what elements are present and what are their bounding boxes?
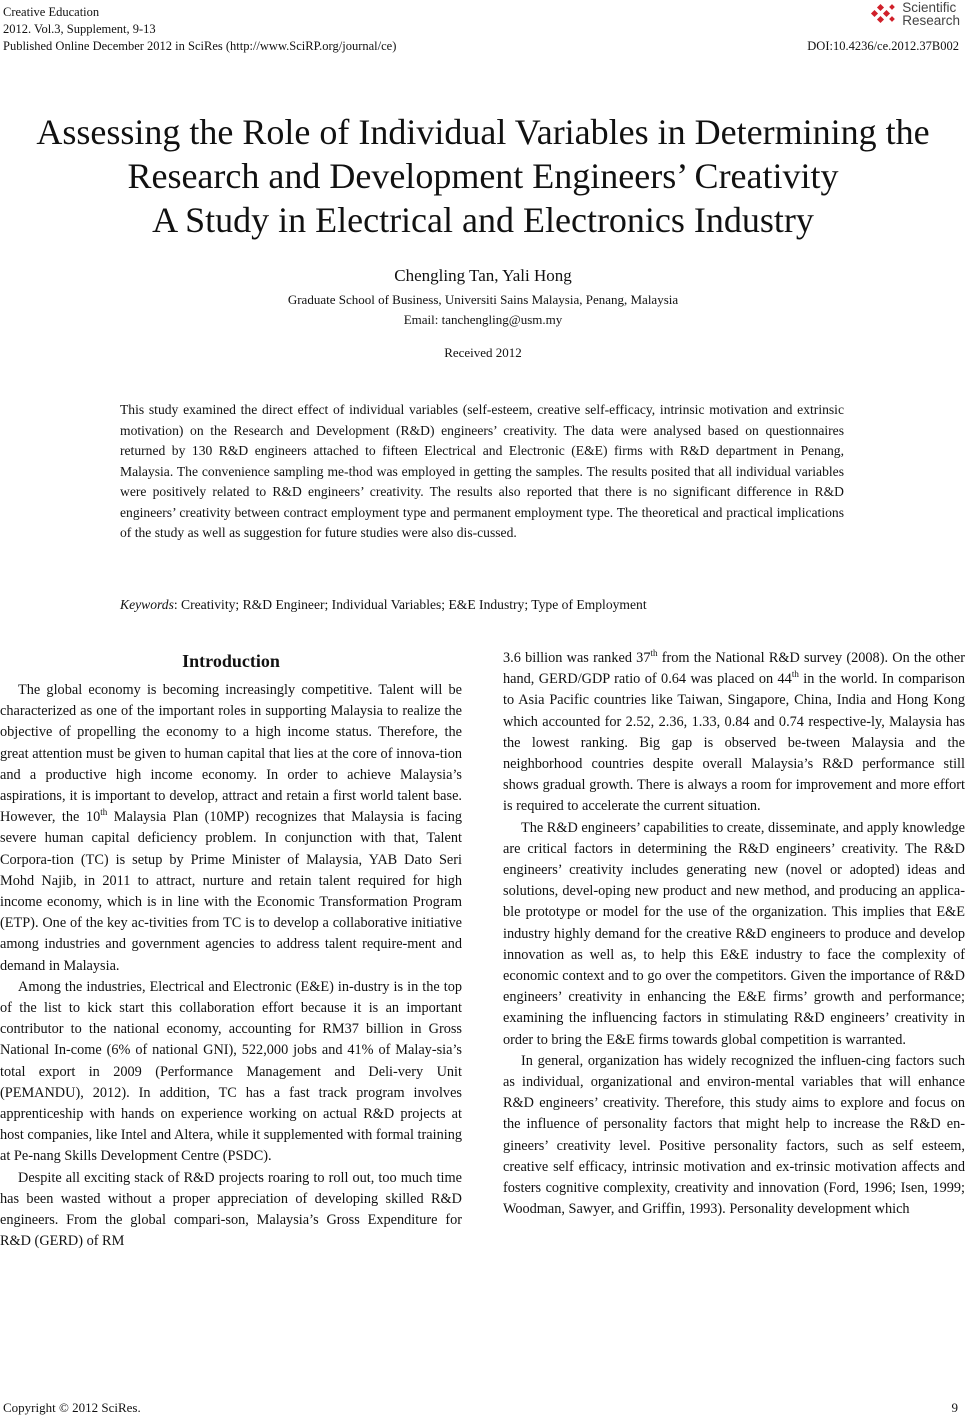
publisher-logo: [869, 1, 960, 27]
paragraph: 3.6 billion was ranked 37th from the National R&D survey (2008). On the other hand, GERD/GDP ratio of 0.64 was placed on 44th in the world. In comparison to Asia Pacific countries like Taiwan, Singapore, China, India and Hong Kong which accounted for 2.52, 2.36, 1.33, 0.84 and 0.74 respective-ly, Malaysia has the lowest ranking. Big gap is observed be-tween Malaysia and the neighborhood countries despite overall Malaysia’s R&D performance still shows gradual growth. There is always a room for improvement and more effort is required to accelerate the current situation.: [503, 648, 965, 815]
section-heading-introduction: Introduction: [182, 651, 280, 671]
authors: Chengling Tan, Yali Hong: [394, 266, 572, 285]
journal-name: Creative Education: [3, 5, 100, 19]
journal-header: [3, 4, 396, 55]
affiliation-block: [0, 290, 966, 330]
journal-volume: 2012. Vol.3, Supplement, 9-13: [3, 22, 156, 36]
keywords-label: Keywords: [120, 597, 174, 612]
left-column: [0, 648, 462, 1252]
paper-title: Assessing the Role of Individual Variables in Determining the Research and Development Engineers’ Creativity A Study in Electrical and Electronics Industry: [36, 112, 930, 240]
abstract: This study examined the direct effect of individual variables (self-esteem, creative self-efficacy, intrinsic motivation and extrinsic motivation) on the Research and Development (R&D) engineers’ creativity. The data were analysed based on questionnaires returned by 130 R&D engineers attached to fifteen Electrical and Electronic (E&E) firms with R&D department in Penang, Malaysia. The convenience sampling me-thod was employed in getting the samples. The results posited that all individual variables were positively related to R&D engineers’ creativity. The results also reported that there is no significant difference in R&D engineers’ creativity between contract employment type and permanent employment type. The theoretical and practical implications of the study as well as suggestion for future studies were also dis-cussed.: [120, 402, 844, 540]
paragraph: The R&D engineers’ capabilities to create, disseminate, and apply knowledge are critical factors in determining the R&D engineers’ creativity. The R&D engineers’ creativity includes generating new (novel or adopted) ideas and solutions, devel-oping new product and new method, and producing an applica-ble prototype or model for the use of the organization. This implies that E&E industry highly demand for the creative R&D engineers to produce and develop innovation as well as, to help this E&E industry to face the complexity of economic context and to go over the competitors. Given the importance of R&D engineers’ creativity in enhancing the E&E firms’ growth and performance; examining the influencing factors in stimulating R&D engineers’ creativity in order to bring the E&E firms towards global competition is warranted.: [503, 819, 965, 1048]
journal-published: Published Online December 2012 in SciRes (http://www.SciRP.org/journal/ce): [3, 39, 397, 53]
paragraph: In general, organization has widely recognized the influen-cing factors such as individual, organizational and environ-mental variables that will enhance R&D engineers’ creativity. Therefore, this study aims to explore and focus on the influence of personality factors that might help to increase the R&D en-gineers’ creativity level. Positive personality factors, such as self esteem, creative self efficacy, intrinsic motivation and ex-trinsic motivation affects and fosters cognitive complexity, creativity and innovation (Ford, 1996; Isen, 1999; Woodman, Sawyer, and Griffin, 1993). Personality development which: [503, 1052, 965, 1218]
logo-diamond-icon: [869, 2, 899, 26]
page-number: 9: [951, 1400, 958, 1415]
keywords: [120, 595, 844, 615]
received-date: Received 2012: [444, 345, 522, 360]
paragraph: Despite all exciting stack of R&D projects roaring to roll out, too much time has been wasted without a proper appreciation of developing skilled R&D engineers. From the global compari-son, Malaysia’s Gross Expenditure for R&D (GERD) of RM: [0, 1169, 462, 1250]
paragraph: The global economy is becoming increasingly competitive. Talent will be characterized as one of the important roles in supporting Malaysia to realize the objective of propelling the economy to a high income status. Therefore, the great attention must be given to human capital that lies at the core of innova-tion and a productive high income economy. In order to achieve Malaysia’s aspirations, it is important to develop, attract and retain a first world talent base. However, the 10th Malaysia Plan (10MP) recognizes that Malaysia is facing severe human capital deficiency problem. In conjunction with that, Talent Corpora-tion (TC) is setup by Prime Minister of Malaysia, YAB Dato Seri Mohd Najib, in 2011 to attract, nurture and retain talent required for high income economy, which is in line with the Economic Transformation Program (ETP). One of the key ac-tivities from TC is to develop a collaborative initiative among industries and government agencies to address talent require-ment and demand in Malaysia.: [0, 682, 462, 974]
email: Email: tanchengling@usm.my: [403, 312, 563, 327]
copyright: Copyright © 2012 SciRes.: [3, 1400, 141, 1415]
doi: DOI:10.4236/ce.2012.37B002: [807, 39, 959, 53]
affiliation: Graduate School of Business, Universiti Sains Malaysia, Penang, Malaysia: [287, 292, 679, 307]
logo-text: Scientific Research: [902, 0, 960, 28]
paragraph: Among the industries, Electrical and Electronic (E&E) in-dustry is in the top of the list to kick start this collaboration effort because it is an important contributor to the national economy, accounting for RM37 billion in Gross National In-come (6% of national GNI), 522,000 jobs and 41% of Malay-sia’s total export in 2009 (Performance Management and Deli-very Unit (PEMANDU), 2012). In addition, TC has a fast track program involves apprenticeship with hands on experience working on actual R&D projects at host companies, like Intel and Altera, while it supplemented with formal training at Pe-nang Skills Development Centre (PSDC).: [0, 978, 462, 1165]
keywords-list: : Creativity; R&D Engineer; Individual Variables; E&E Industry; Type of Employment: [173, 597, 647, 612]
right-column: [503, 648, 965, 1220]
